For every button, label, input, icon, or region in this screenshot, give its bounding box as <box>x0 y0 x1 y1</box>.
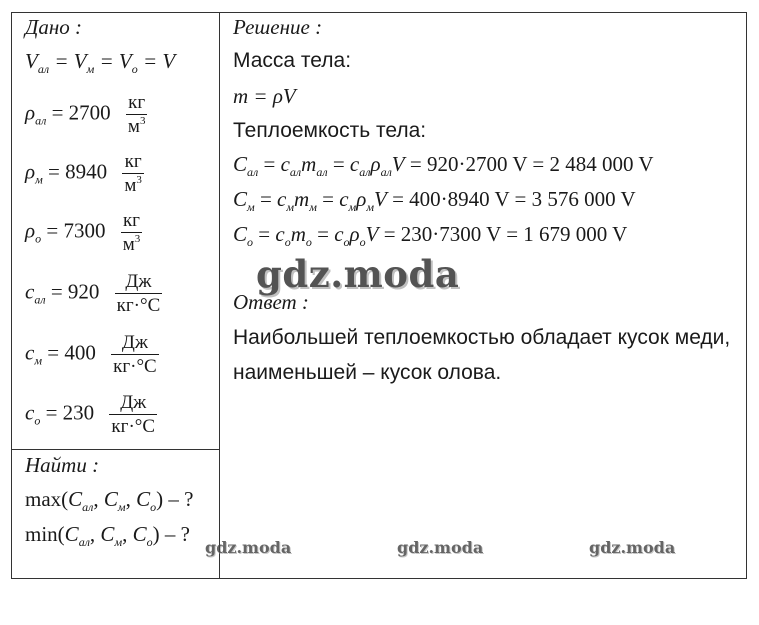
heat-capacity-label: Теплоемкость тела: <box>233 119 427 142</box>
mass-formula: m = ρV <box>233 84 296 108</box>
given-find-divider <box>11 449 220 450</box>
column-divider <box>219 12 220 579</box>
given-heading: Дано : <box>25 15 83 39</box>
watermark-small-2: gdz.moda <box>397 538 484 557</box>
volume-equality: $V_{ал} = V_м = V_о = V$ <box>25 49 176 76</box>
calc-copper: $C_м = c_мm_м = c_м\rho_мV = 400\cdot 8940$ V = 3 576 000 V <box>233 187 636 214</box>
find-heading: Найти : <box>25 453 100 477</box>
answer-line-2: наименьшей – кусок олова. <box>233 361 502 384</box>
watermark-small-1: gdz.moda <box>205 538 292 557</box>
solution-heading: Решение : <box>233 15 323 39</box>
find-min: $\min(C_{ал}$, $C_м$, $C_о$) – ? <box>25 522 190 549</box>
density-copper: $\rho_м = 8940$ $\frac{кг}{м^3}$ <box>25 151 142 196</box>
heat-capacity-tin: $c_о = 230$ $\frac{Дж}{кг\cdot^\circ C}$ <box>25 392 156 437</box>
density-aluminium: $\rho_{ал} = 2700$ $\frac{кг}{м^3}$ <box>25 92 146 137</box>
find-max: $\max(C_{ал}$, $C_м$, $C_о$) – ? <box>25 487 194 514</box>
calc-tin: $C_о = c_оm_о = c_о\rho_оV = 230\cdot 7300$ V = 1 679 000 V <box>233 222 628 249</box>
watermark-large: gdz.moda <box>256 252 460 296</box>
answer-line-1: Наибольшей теплоемкостью обладает кусок меди, <box>233 326 731 349</box>
heat-capacity-copper: $c_м = 400$ $\frac{Дж}{кг\cdot^\circ C}$ <box>25 332 157 377</box>
mass-label: Масса тела: <box>233 49 352 72</box>
heat-capacity-aluminium: $c_{ал} = 920$ $\frac{Дж}{кг\cdot^\circ C}$ <box>25 271 161 316</box>
answer-heading: Ответ : <box>233 290 309 314</box>
density-tin: $\rho_о = 7300$ $\frac{кг}{м^3}$ <box>25 210 141 255</box>
watermark-small-3: gdz.moda <box>589 538 676 557</box>
calc-aluminium: $C_{ал} = c_{ал}m_{ал} = c_{ал}\rho_{ал}V = 920\cdot 2700$ V = 2 484 000 V <box>233 152 654 179</box>
